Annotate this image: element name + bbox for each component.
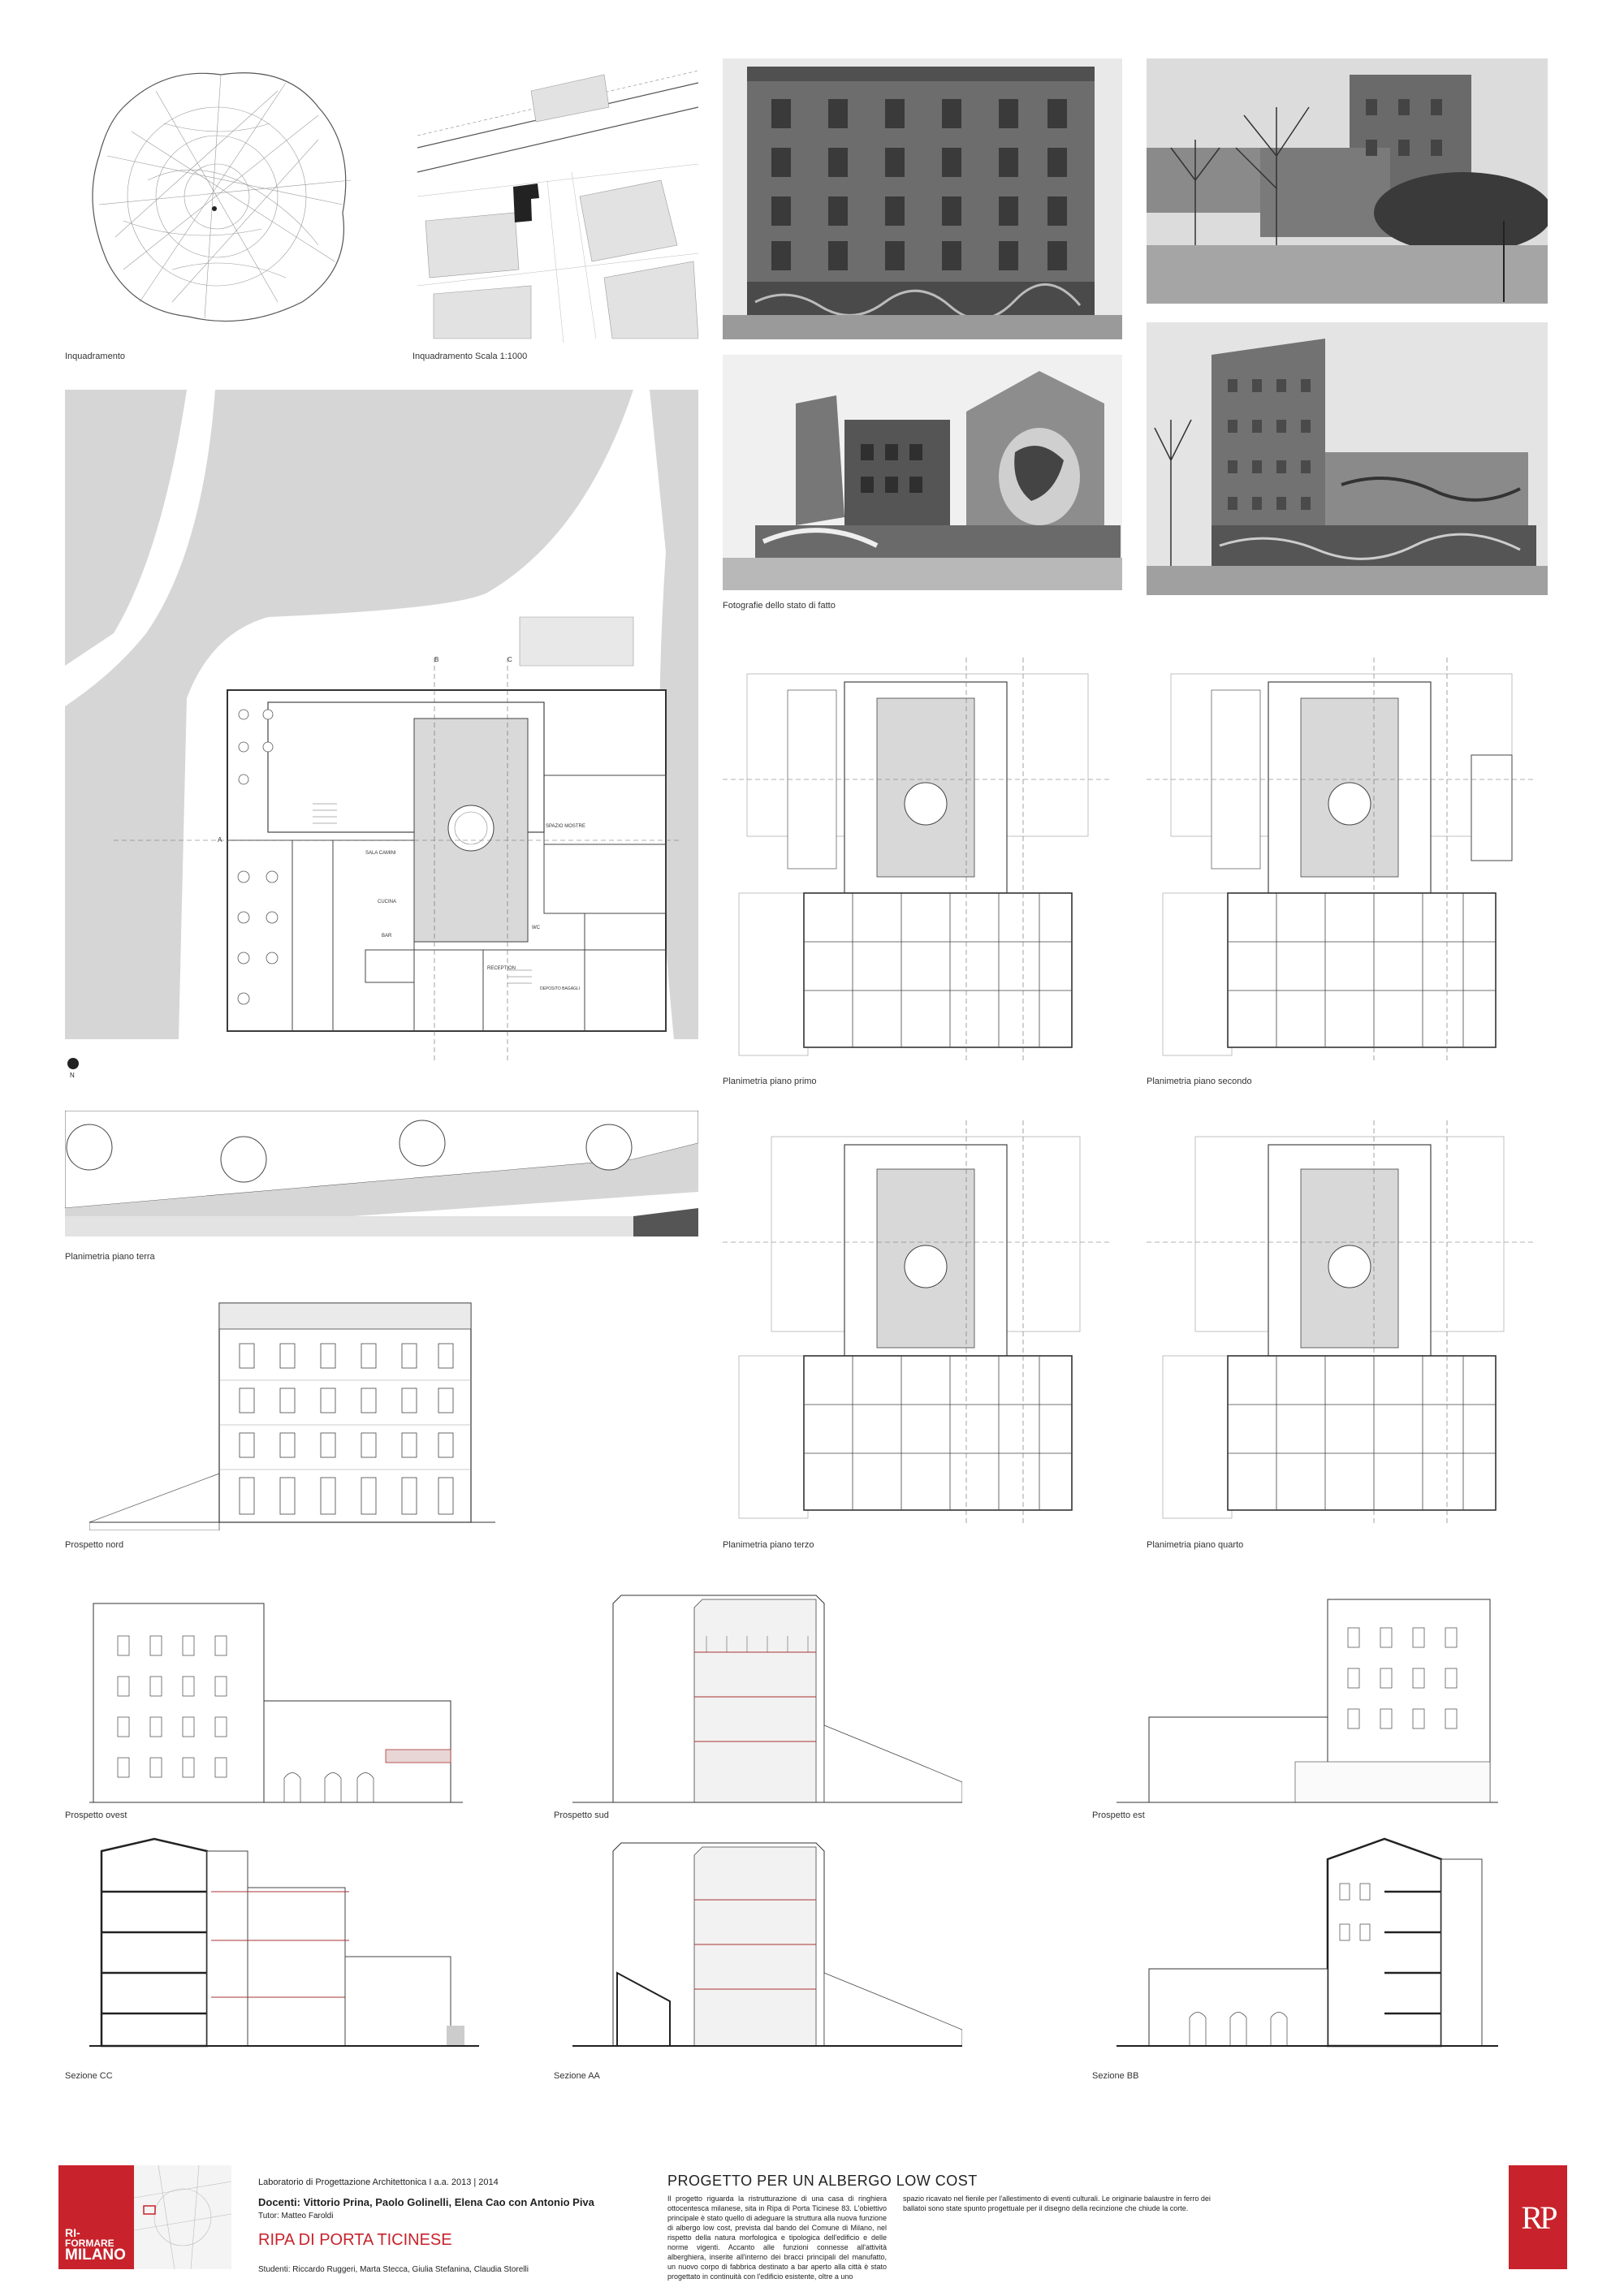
elevation-west [89,1587,463,1806]
caption-sezione-cc: Sezione CC [65,2071,113,2081]
caption-prospetto-ovest: Prospetto ovest [65,1810,127,1820]
footer-description-col2: spazio ricavato nel fienile per l'allestimento di eventi culturali. Le originarie balaustre in ferro dei ballatoi sono state spunto progettuale per il disegno della recinzione che chiude la corte. [903,2195,1211,2212]
plan-third-floor [723,1112,1122,1534]
city-map [75,58,361,334]
rp-logo-text: RP [1521,2199,1555,2236]
plan-first-floor [723,650,1122,1072]
caption-sezione-aa: Sezione AA [554,2071,600,2081]
caption-piano-primo: Planimetria piano primo [723,1077,817,1086]
logo-line-1: RI- [65,2226,80,2240]
mark-a: A [218,836,222,844]
label-spazio-mostre: SPAZIO MOSTRE [546,824,585,829]
caption-sezione-bb: Sezione BB [1092,2071,1139,2081]
elevation-north [89,1295,495,1530]
footer-project-name: RIPA DI PORTA TICINESE [258,2231,452,2249]
caption-piano-quarto: Planimetria piano quarto [1147,1540,1244,1550]
caption-piano-terzo: Planimetria piano terzo [723,1540,814,1550]
caption-prospetto-sud: Prospetto sud [554,1810,609,1820]
section-cc [89,1835,479,2052]
svg-text:N: N [70,1072,75,1079]
elevation-east [1116,1587,1498,1806]
label-bar: BAR [382,934,392,939]
photo-facade-north [723,58,1122,339]
elevation-south [572,1587,962,1806]
label-deposito-bagagli: DEPOSITO BAGAGLI [540,986,581,991]
footer-docenti: Docenti: Vittorio Prina, Paolo Golinelli, Elena Cao con Antonio Piva [258,2196,594,2208]
label-reception: RECEPTION [487,966,516,971]
logo-line-3: MILANO [65,2246,126,2264]
site-map [417,58,698,343]
footer-title: PROGETTO PER UN ALBERGO LOW COST [667,2173,978,2189]
footer-laboratorio: Laboratorio di Progettazione Architettonica I a.a. 2013 | 2014 [258,2177,499,2187]
mark-b: B [434,656,439,663]
logo-line-2: FORMARE [65,2237,114,2249]
ground-floor-plan [65,390,698,1088]
footer-tutor: Tutor: Matteo Faroldi [258,2212,334,2220]
rp-logo [1509,2165,1567,2269]
street-strip [65,1111,698,1236]
section-aa [572,1835,962,2052]
caption-piano-secondo: Planimetria piano secondo [1147,1077,1252,1086]
caption-piano-terra: Planimetria piano terra [65,1252,155,1262]
label-wc: WC [532,926,540,930]
photo-building-east [1147,58,1548,304]
caption-inquadramento-scala: Inquadramento Scala 1:1000 [412,352,528,361]
plan-fourth-floor [1147,1112,1548,1534]
footer-studenti: Studenti: Riccardo Ruggeri, Marta Stecca, Giulia Stefanina, Claudia Storelli [258,2265,529,2274]
caption-prospetto-est: Prospetto est [1092,1810,1145,1820]
plan-second-floor [1147,650,1548,1072]
footer-thumbnail-map [134,2165,231,2269]
label-cucina: CUCINA [378,900,397,904]
caption-inquadramento: Inquadramento [65,352,125,361]
riformare-milano-logo [58,2165,136,2269]
photo-courtyard [723,355,1122,590]
section-bb [1116,1835,1498,2052]
photo-building-side [1147,322,1548,595]
footer-description-col1: Il progetto riguarda la ristrutturazione di una casa di ringhiera ottocentesca milanese, sita in Ripa di Porta Ticinese 83. L'obiettivo principale è stato quello di adeguare la struttura alla nuova funzione di albergo low cost, prevista dal bando del Comune di Milano, nel rispetto della natura morfologica e tipologica dell'edificio e delle norme vigenti. Accanto alle funzioni connesse all'attività alberghiera, inserite all'interno dei bracci principali del manufatto, un nuovo corpo di fabbrica destinato a bar aperto alla città è stato progettato in continuità con l'edificio esistente, oltre a uno [667,2195,887,2281]
label-sala-camini: SALA CAMINI [365,851,396,856]
mark-c: C [508,656,512,663]
caption-prospetto-nord: Prospetto nord [65,1540,124,1550]
caption-fotografie: Fotografie dello stato di fatto [723,601,836,611]
